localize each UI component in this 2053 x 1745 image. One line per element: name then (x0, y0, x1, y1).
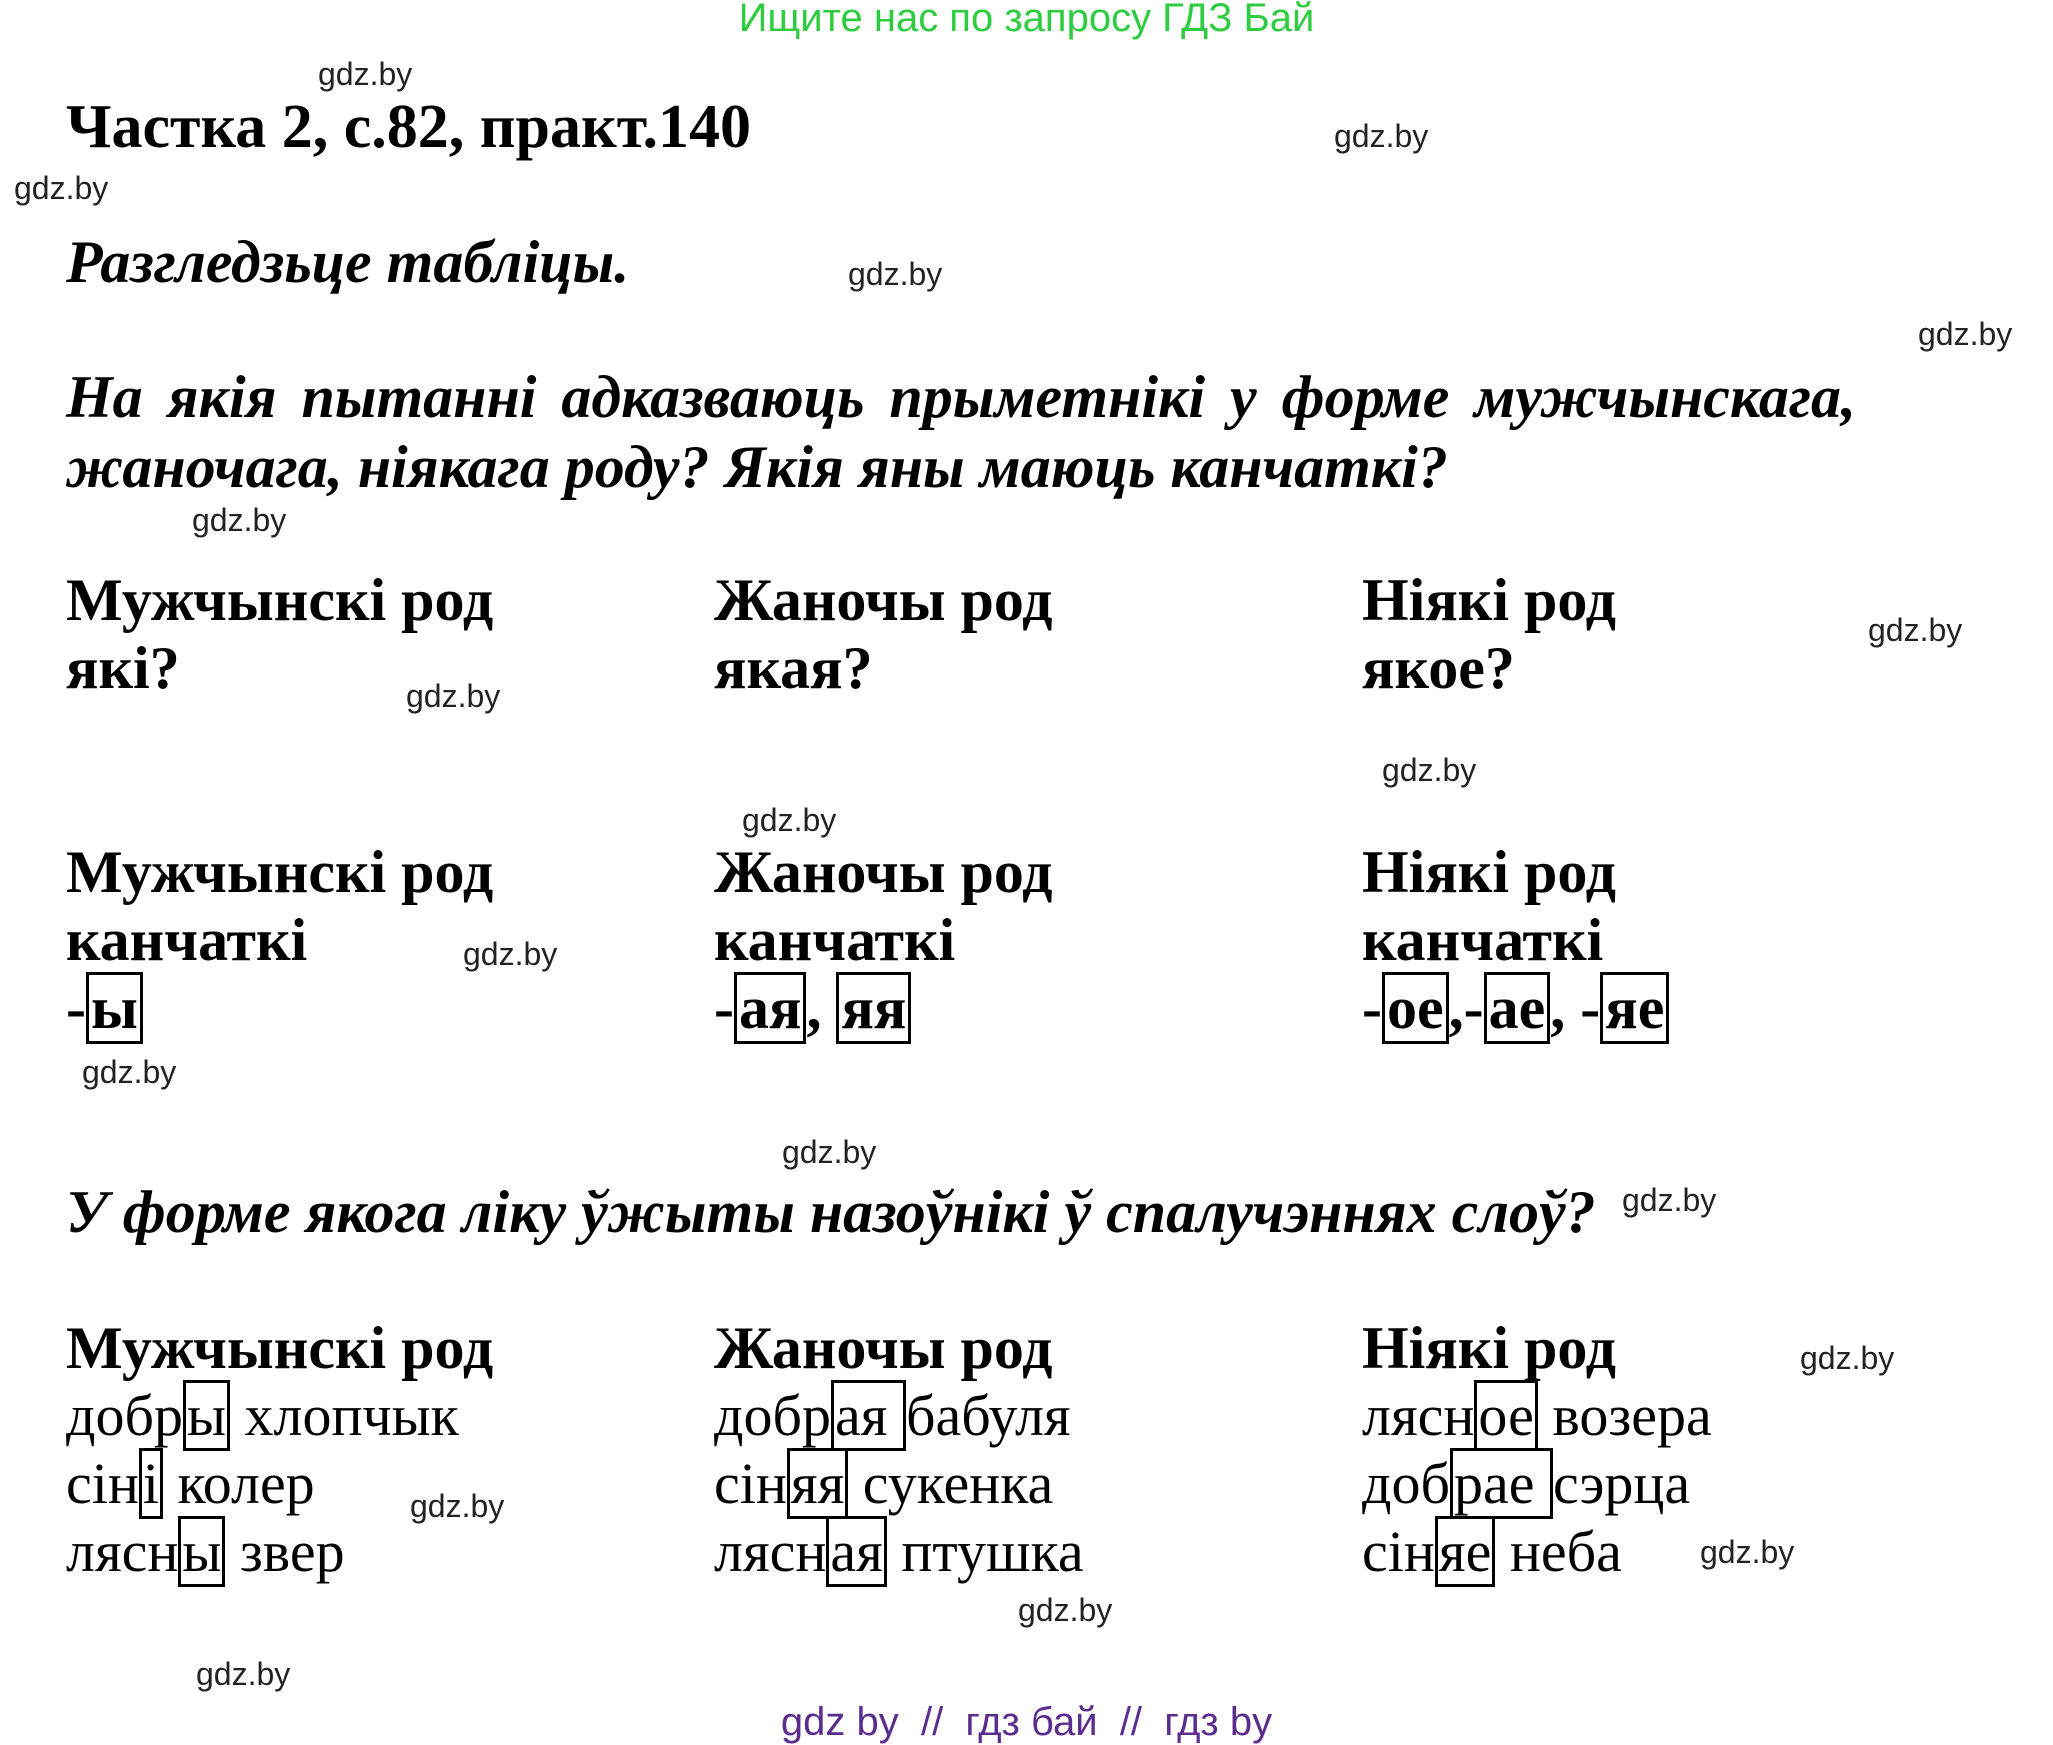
example-phrase (1362, 1382, 1712, 1450)
word-stem: сін (66, 1451, 139, 1516)
noun: возера (1537, 1383, 1712, 1448)
ending-box: яе (1435, 1516, 1495, 1587)
masc-heading: Мужчынскі род (66, 1315, 494, 1381)
ending-box: яе (1600, 972, 1669, 1044)
ending-box: ы (86, 972, 143, 1044)
example-phrase (66, 1518, 493, 1586)
endings-label: канчаткі (714, 907, 956, 973)
fem-question: якая? (714, 635, 873, 701)
neut-heading: Ніякі род (1362, 839, 1617, 905)
ending-box: ы (183, 1380, 230, 1451)
footer-links: gdz by // гдз бай // гдз by (780, 1700, 1273, 1744)
endings-list (714, 974, 1053, 1042)
ending-box: ы (178, 1516, 225, 1587)
noun: сэрца (1553, 1451, 1691, 1516)
watermark: gdz.by (1382, 752, 1477, 788)
noun: неба (1495, 1519, 1622, 1584)
fem-question-block (714, 566, 1053, 702)
watermark: gdz.by (782, 1134, 877, 1170)
separator: , - (1550, 975, 1601, 1041)
ending-box: ае (1484, 972, 1551, 1044)
watermark: gdz.by (1868, 612, 1963, 648)
neut-question-block (1362, 566, 1616, 702)
word-stem: лясн (1362, 1383, 1475, 1448)
masc-question: які? (66, 635, 180, 701)
watermark: gdz.by (82, 1054, 177, 1090)
fem-endings-block (714, 838, 1053, 1042)
word-stem: сін (1362, 1519, 1435, 1584)
word-stem: лясн (66, 1519, 179, 1584)
ending-box: ая (831, 1380, 906, 1451)
example-phrase (66, 1450, 493, 1518)
fem-heading: Жаночы род (714, 567, 1053, 633)
endings-list (66, 974, 493, 1042)
example-phrase (714, 1450, 1084, 1518)
dash: - (66, 975, 86, 1041)
watermark: gdz.by (318, 56, 413, 92)
ending-box: яя (836, 972, 911, 1044)
page-title: Частка 2, с.82, практ.140 (66, 93, 751, 161)
question-1: На якія пытанні адказваюць прыметнікі у форме мужчынскага, жаночага, ніякага роду? Якія яны маюць канчаткі? (66, 364, 1856, 500)
word-stem: сін (714, 1451, 787, 1516)
neut-heading: Ніякі род (1362, 567, 1617, 633)
ending-box: рае (1450, 1448, 1553, 1519)
masc-heading: Мужчынскі род (66, 567, 494, 633)
noun: бабуля (905, 1383, 1071, 1448)
ending-box: ая (826, 1516, 886, 1587)
watermark: gdz.by (14, 170, 109, 206)
ending-box: і (139, 1448, 163, 1519)
watermark: gdz.by (742, 802, 837, 838)
neut-endings-block (1362, 838, 1669, 1042)
watermark: gdz.by (1918, 316, 2013, 352)
word-stem: лясн (714, 1519, 827, 1584)
fem-heading: Жаночы род (714, 1315, 1053, 1381)
watermark: gdz.by (196, 1656, 291, 1692)
instruction: Разгледзьце табліцы. (66, 229, 630, 295)
endings-label: канчаткі (1362, 907, 1604, 973)
example-phrase (66, 1382, 493, 1450)
noun: сукенка (848, 1451, 1054, 1516)
watermark: gdz.by (1700, 1534, 1795, 1570)
word-stem: добр (66, 1383, 184, 1448)
noun: хлопчык (230, 1383, 459, 1448)
neut-examples-block (1362, 1314, 1712, 1586)
noun: колер (163, 1451, 315, 1516)
endings-list (1362, 974, 1669, 1042)
masc-question-block (66, 566, 493, 702)
watermark: gdz.by (1800, 1340, 1895, 1376)
fem-examples-block (714, 1314, 1084, 1586)
word-stem: добр (714, 1383, 832, 1448)
watermark: gdz.by (848, 256, 943, 292)
ending-box: ое (1474, 1380, 1537, 1451)
masc-heading: Мужчынскі род (66, 839, 494, 905)
watermark: gdz.by (1018, 1592, 1113, 1628)
neut-heading: Ніякі род (1362, 1315, 1617, 1381)
example-phrase (1362, 1450, 1712, 1518)
example-phrase (1362, 1518, 1712, 1586)
endings-label: канчаткі (66, 907, 308, 973)
dash: - (714, 975, 734, 1041)
watermark: gdz.by (410, 1488, 505, 1524)
word-stem: доб (1362, 1451, 1451, 1516)
ending-box: ая (734, 972, 806, 1044)
separator: , (806, 975, 837, 1041)
ending-box: яя (787, 1448, 848, 1519)
ending-box: ое (1382, 972, 1449, 1044)
search-banner: Ищите нас по запросу ГДЗ Бай (738, 0, 1315, 40)
example-phrase (714, 1382, 1084, 1450)
watermark: gdz.by (1622, 1182, 1717, 1218)
masc-examples-block (66, 1314, 493, 1586)
noun: птушка (886, 1519, 1084, 1584)
separator: ,- (1448, 975, 1484, 1041)
noun: звер (225, 1519, 345, 1584)
watermark: gdz.by (192, 502, 287, 538)
question-2: У форме якога ліку ўжыты назоўнікі ў спалучэннях слоў? (66, 1179, 1596, 1245)
neut-question: якое? (1362, 635, 1515, 701)
dash: - (1362, 975, 1382, 1041)
watermark: gdz.by (406, 678, 501, 714)
fem-heading: Жаночы род (714, 839, 1053, 905)
masc-endings-block (66, 838, 493, 1042)
watermark: gdz.by (463, 936, 558, 972)
watermark: gdz.by (1334, 118, 1429, 154)
example-phrase (714, 1518, 1084, 1586)
